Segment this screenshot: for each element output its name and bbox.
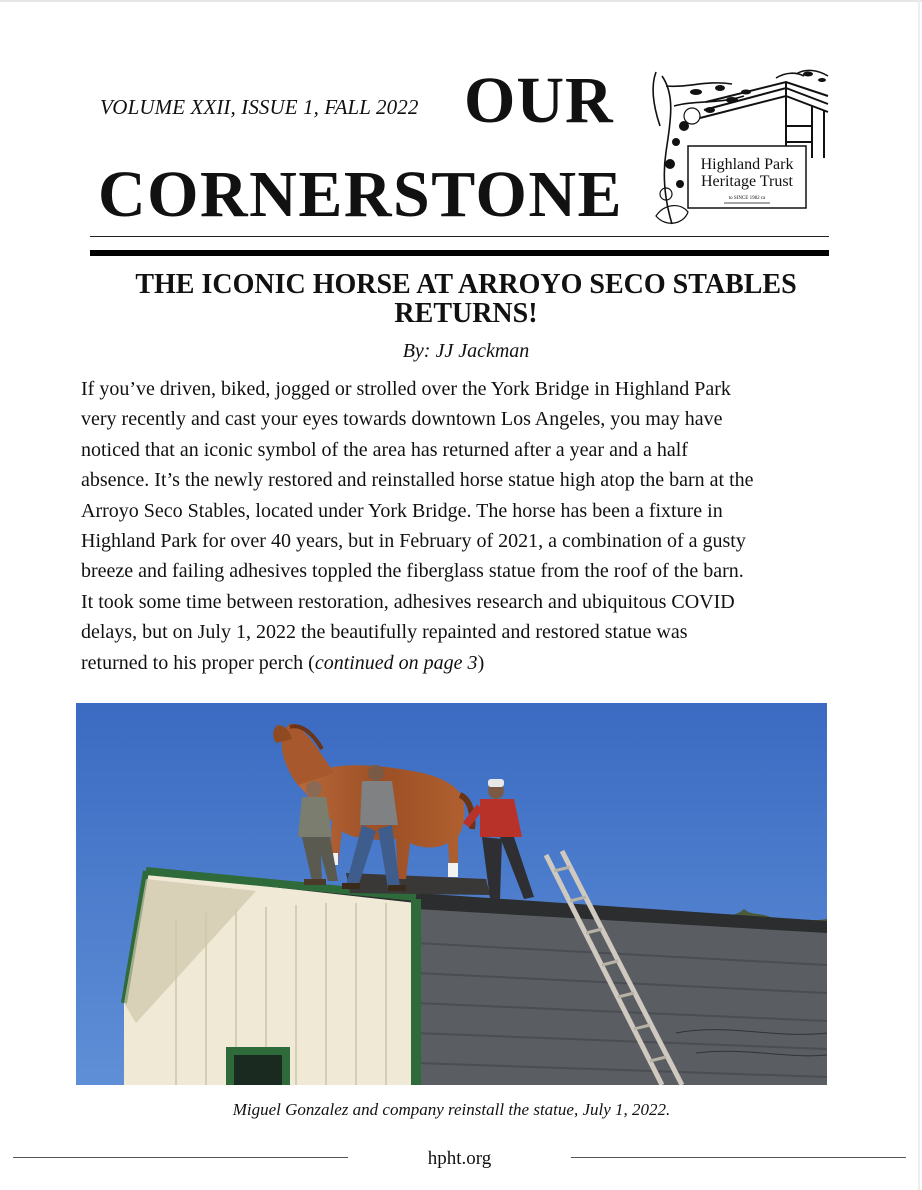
page-right-edge [918,0,920,1190]
footer-rule-left [13,1157,348,1158]
last-line-prefix: returned to his proper perch ( [81,651,315,674]
last-line-suffix: ) [477,651,485,674]
article-body [81,374,846,678]
logo-text-line2: Heritage Trust [701,173,793,190]
footer-rule-right [571,1157,906,1158]
body-line: absence. It’s the newly restored and reinstalled horse statue high atop the barn at the [81,469,754,492]
newsletter-title-line1: OUR [464,64,614,137]
page-top-edge [0,0,922,2]
issue-volume: VOLUME XXII, ISSUE 1, FALL 2022 [100,95,419,119]
logo-text-line3: to SINCE 1982 ca [728,196,766,201]
body-line: It took some time between restoration, adhesives research and ubiquitous COVID [81,590,735,613]
body-line: noticed that an iconic symbol of the area has returned after a year and a half [81,438,688,461]
body-line: Arroyo Seco Stables, located under York Bridge. The horse has been a fixture in [81,499,723,522]
body-line: breeze and failing adhesives toppled the fiberglass statue from the roof of the barn. [81,560,744,583]
body-line-last [81,648,846,678]
article-byline: By: JJ Jackman [402,340,530,362]
body-line: very recently and cast your eyes towards downtown Los Angeles, you may have [81,408,723,431]
footer-website-link[interactable]: hpht.org [427,1148,492,1169]
logo-text-line1: Highland Park [700,156,794,173]
highland-park-heritage-trust-logo [636,66,832,234]
body-line: If you’ve driven, biked, jogged or strolled over the York Bridge in Highland Park [81,378,731,400]
headline-line2: RETURNS! [394,298,538,329]
photo-caption: Miguel Gonzalez and company reinstall the statue, July 1, 2022. [232,1100,671,1119]
continued-note[interactable]: continued on page 3 [314,651,478,674]
newsletter-title-line2: CORNERSTONE [98,158,624,231]
article-headline [90,270,842,328]
headline-line1: THE ICONIC HORSE AT ARROYO SECO STABLES [135,269,797,300]
masthead-rule-thin [90,236,829,237]
horse-statue-photo [76,703,827,1085]
body-line: delays, but on July 1, 2022 the beautifully repainted and restored statue was [81,621,688,644]
body-line: Highland Park for over 40 years, but in February of 2021, a combination of a gusty [81,530,746,553]
masthead-rule-thick [90,250,829,256]
